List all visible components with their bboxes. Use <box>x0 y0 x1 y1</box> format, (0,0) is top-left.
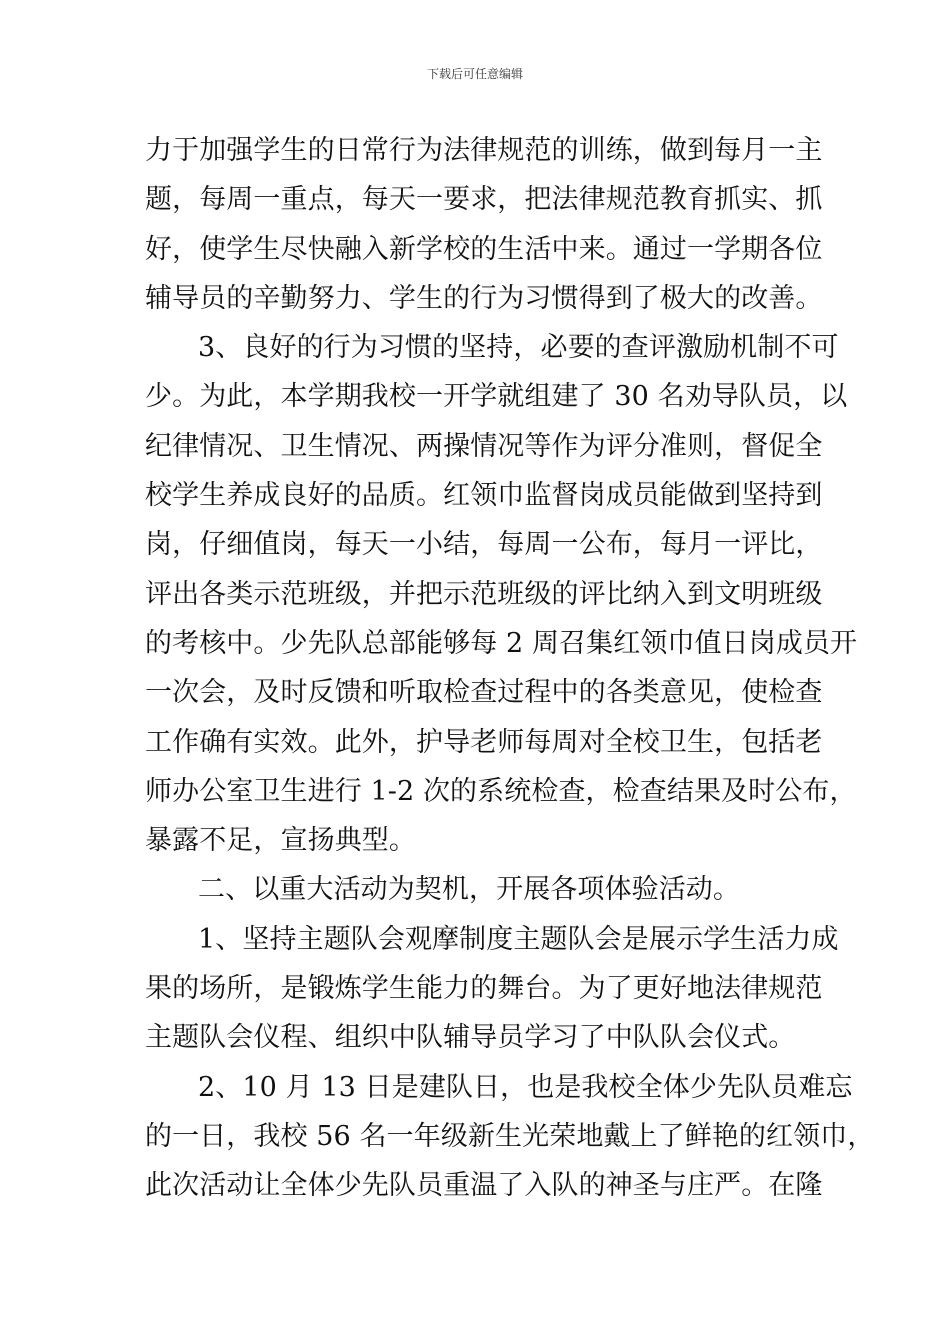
text-line: 3、良好的行为习惯的坚持，必要的查评激励机制不可 <box>198 332 839 364</box>
text-line: 少。为此，本学期我校一开学就组建了 30 名劝导队员，以 <box>145 381 848 413</box>
text-line: 2、10 月 13 日是建队日，也是我校全体少先队员难忘 <box>198 1071 853 1103</box>
text-line: 纪律情况、卫生情况、两操情况等作为评分准则，督促全 <box>145 430 823 462</box>
text-line: 1、坚持主题队会观摩制度主题队会是展示学生活力成 <box>198 923 839 955</box>
text-line: 此次活动让全体少先队员重温了入队的神圣与庄严。在隆 <box>145 1170 823 1202</box>
text-line: 的一日，我校 56 名一年级新生光荣地戴上了鲜艳的红领巾， <box>145 1120 875 1152</box>
text-line: 辅导员的辛勤努力、学生的行为习惯得到了极大的改善。 <box>145 282 823 314</box>
document-body <box>145 126 875 1211</box>
text-line: 暴露不足，宣扬典型。 <box>145 825 416 857</box>
text-line: 的考核中。少先队总部能够每 2 周召集红领巾值日岗成员开 <box>145 627 858 659</box>
text-line: 好，使学生尽快融入新学校的生活中来。通过一学期各位 <box>145 233 823 265</box>
text-line: 评出各类示范班级，并把示范班级的评比纳入到文明班级 <box>145 578 823 610</box>
text-line: 工作确有实效。此外，护导老师每周对全校卫生，包括老 <box>145 726 823 758</box>
text-line: 二、以重大活动为契机，开展各项体验活动。 <box>198 874 740 906</box>
text-line: 主题队会仪程、组织中队辅导员学习了中队队会仪式。 <box>145 1022 796 1054</box>
page-header: 下载后可任意编辑 <box>426 67 523 81</box>
text-line: 果的场所，是锻炼学生能力的舞台。为了更好地法律规范 <box>145 973 823 1005</box>
text-line: 岗，仔细值岗，每天一小结，每周一公布，每月一评比， <box>145 529 823 561</box>
text-line: 校学生养成良好的品质。红领巾监督岗成员能做到坚持到 <box>145 480 823 512</box>
text-line: 师办公室卫生进行 1-2 次的系统检查，检查结果及时公布， <box>145 775 857 807</box>
text-line: 力于加强学生的日常行为法律规范的训练，做到每月一主 <box>145 135 823 166</box>
text-line: 一次会，及时反馈和听取检查过程中的各类意见，使检查 <box>145 677 823 709</box>
text-line: 题，每周一重点，每天一要求，把法律规范教育抓实、抓 <box>145 184 823 216</box>
